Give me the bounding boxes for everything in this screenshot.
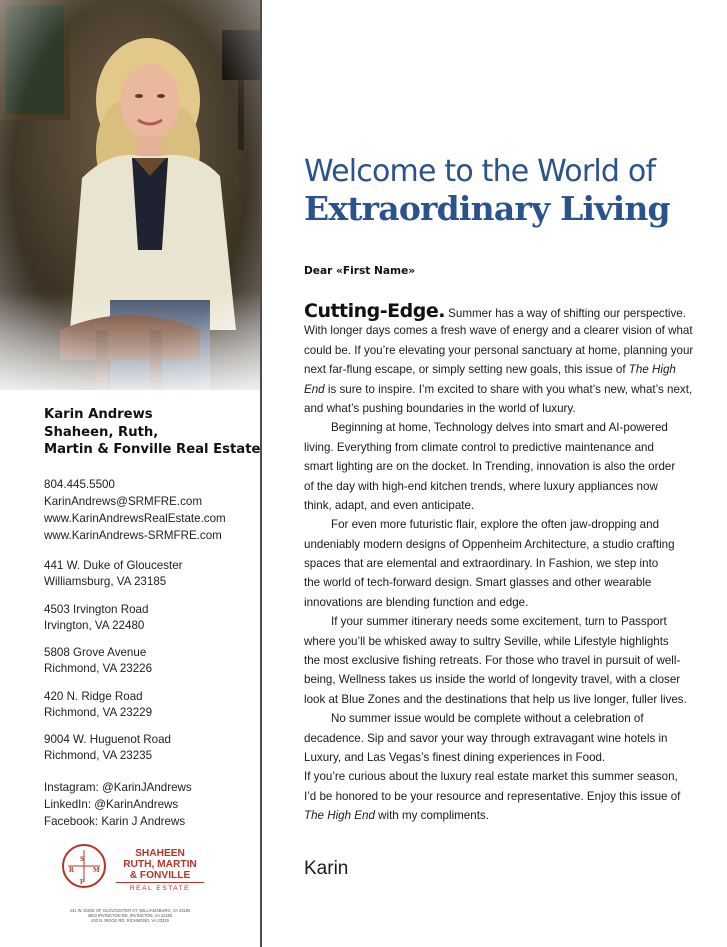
logo-line: SHAHEEN [135,848,185,859]
firm-name-line2: Martin & Fonville Real Estate [44,442,261,457]
logo-line: & FONVILLE [129,870,191,881]
linkedin-link[interactable]: LinkedIn: @KarinAndrews [44,798,179,811]
letter-text: is sure to inspire. I’m excited to share with you what’s new, what’s next, [324,382,693,396]
agent-name: Karin Andrews [44,407,153,422]
letter-line: of the day with high-end kitchen trends, where luxury appliances now [304,479,658,493]
logo-fine-line: 420 N. RIDGE RD, RICHMOND, VA 23229 [91,918,169,923]
letter-line: I’d be honored to be your resource and representative. Enjoy this issue of [304,789,681,803]
logo-subline: REAL ESTATE [116,882,204,892]
agent-portrait-image [0,0,260,390]
instagram-link[interactable]: Instagram: @KarinJAndrews [44,781,192,794]
logo-letter: F [80,878,85,886]
agent-photo [0,0,260,390]
magazine-title: The High End [304,809,375,823]
letter-line: being, Wellness takes us inside the world of longevity travel, with a closer [304,673,681,687]
office-address [44,645,254,689]
letter-line [304,806,689,825]
letter-line: think, adapt, and even anticipate. [304,498,475,512]
magazine-title: The High [628,363,676,377]
letter-line: innovations are blending function and edge. [304,595,529,609]
address-street: 4503 Irvington Road [44,602,149,616]
address-city: Richmond, VA 23235 [44,749,153,762]
letter-line: For even more futuristic flair, explore the often jaw-dropping and [331,518,660,532]
contact-info [44,476,226,544]
letter-line: and what’s pushing boundaries in the world of luxury. [304,401,576,415]
letter-line: If you’re curious about the luxury real estate market this summer season, [304,770,678,784]
logo-letter: S [80,855,84,863]
brokerage-logo [54,836,206,936]
letter-text: with my compliments. [374,809,489,823]
letter-line: If your summer itinerary needs some excitement, turn to Passport [331,615,667,629]
facebook-link[interactable]: Facebook: Karin J Andrews [44,815,186,828]
office-address [44,602,254,646]
letter-line: could be. If you’re elevating your personal sanctuary at home, planning your [304,343,694,357]
office-address [44,689,254,733]
letter-line: Beginning at home, Technology delves into smart and AI-powered [331,421,668,435]
office-addresses [44,558,254,776]
website-link-1[interactable]: www.KarinAndrewsRealEstate.com [44,512,226,525]
logo-fine-line: 441 W. DUKE OF GLOUCESTER ST, WILLIAMSBURG, VA 23185 [69,908,191,913]
address-city: Williamsburg, VA 23185 [44,575,167,588]
letter-line: look at Blue Zones and the destinations that help us live longer, fuller lives. [304,692,687,706]
column-divider [260,0,262,947]
magazine-title: End [304,382,325,396]
letter-line [304,380,693,399]
logo-fine-print [54,908,206,923]
website-link-2[interactable]: www.KarinAndrews-SRMFRE.com [44,529,222,542]
address-street: 9004 W. Huguenot Road [44,733,171,746]
office-address [44,732,254,776]
office-address [44,558,254,602]
logo-letter: R [69,866,75,874]
letter-line: decadence. Sip and savor your way through extravagant wine hotels in [304,731,668,745]
letter-line: With longer days comes a fresh wave of energy and a clearer vision of what [304,324,693,338]
sidebar [0,0,260,947]
phone-number[interactable]: 804.445.5500 [44,478,115,491]
letter-text: Summer has a way of shifting our perspective. [444,307,686,320]
logo-monogram-circle [62,844,106,888]
letter-line: No summer issue would be complete without a celebration of [331,712,644,726]
letter-line: where you’ll be whisked away to sultry Seville, while Lifestyle highlights [304,634,669,648]
letter-text: next far-flung escape, or simply setting new goals, this issue of [304,363,629,377]
letter-line: spaces that are elemental and extraordinary. In Fashion, we step into [304,557,659,571]
heading-line2: Extraordinary Living [304,189,670,228]
heading-line1: Welcome to the World of [304,154,656,189]
agent-name-block [44,406,261,459]
letter-line: living. Everything from climate control to predictive maintenance and [304,440,654,454]
address-city: Richmond, VA 23229 [44,705,153,719]
email-link[interactable]: KarinAndrews@SRMFRE.com [44,495,203,508]
address-street: 420 N. Ridge Road [44,689,143,703]
letter-line: smart lighting are on the docket. In Trending, innovation is also the order [304,460,676,474]
logo-fine-line: 4503 IRVINGTON RD, IRVINGTON, VA 22480 [87,913,173,918]
address-city: Irvington, VA 22480 [44,618,145,632]
signature: Karin [304,858,349,879]
letter-line [304,360,689,379]
letter-line: Luxury, and Las Vegas’s finest dining experiences in Food. [304,750,606,764]
firm-name-line1: Shaheen, Ruth, [44,424,159,440]
lead-word: Cutting-Edge. [304,300,445,322]
letter-line: the world of tech-forward design. Smart glasses and other wearable [304,576,652,590]
logo-wordmark [114,848,206,881]
letter-line: undeniably modern designs of Oppenheim Architecture, a studio crafting [304,537,675,551]
letter-line [304,302,689,321]
salutation: Dear «First Name» [304,265,416,277]
address-street: 441 W. Duke of Gloucester [44,559,183,572]
social-links [44,779,192,830]
address-street: 5808 Grove Avenue [44,646,147,659]
logo-line: RUTH, MARTIN [123,859,197,870]
letter-line: the most exclusive fishing retreats. For those who travel in pursuit of well- [304,654,681,668]
address-city: Richmond, VA 23226 [44,662,153,675]
logo-letter: M [93,866,100,874]
letter-body [304,300,694,826]
